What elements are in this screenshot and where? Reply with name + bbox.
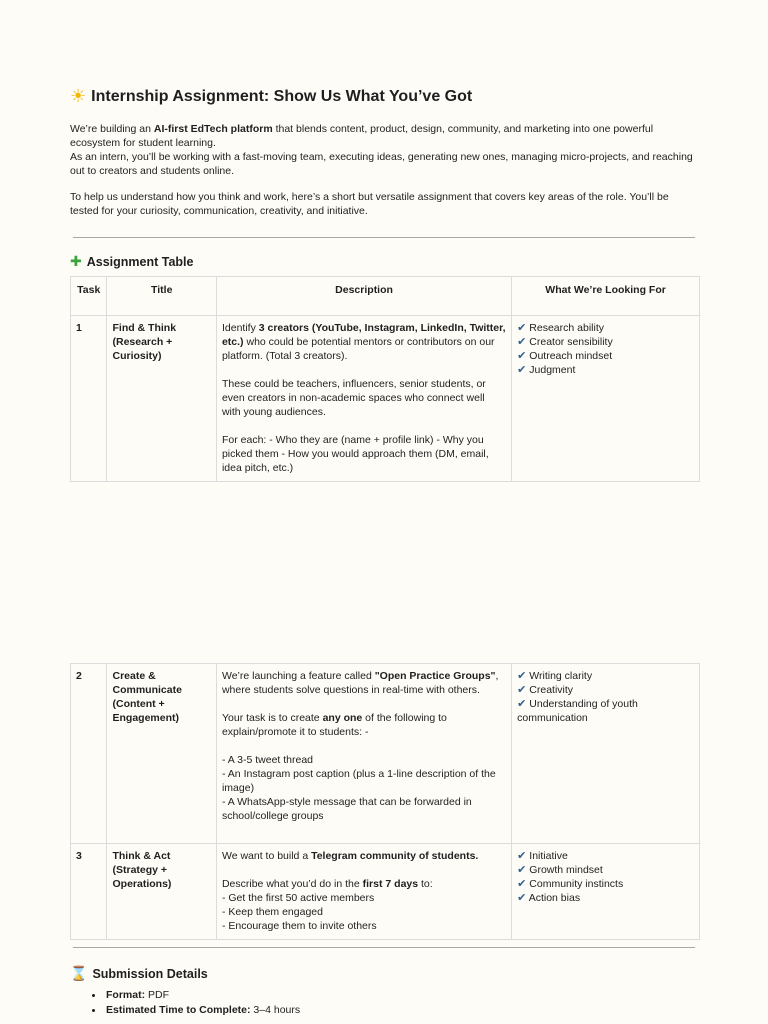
- looking-for-item: [517, 849, 694, 863]
- check-mark-icon: ✔: [517, 363, 527, 376]
- section-divider-1: [73, 237, 695, 238]
- desc-text: of the following to explain/promote it to students: -: [221, 712, 447, 738]
- submission-section: [70, 966, 300, 1018]
- description-paragraph: For each: - Who they are (name + profile link) - Why you picked them - How you would approach them (DM, email, idea pitch, etc.): [221, 434, 489, 474]
- desc-text: , where students solve questions in real-time with others.: [221, 670, 499, 696]
- list-item: [104, 988, 300, 1003]
- desc-text: to:: [418, 878, 433, 890]
- check-mark-icon: ✔: [517, 669, 527, 682]
- column-header-title: Title: [107, 277, 216, 316]
- task-title: Think & Act (Strategy + Operations): [107, 844, 216, 940]
- submission-value: PDF: [145, 989, 170, 1001]
- looking-for-text: Research ability: [529, 322, 604, 334]
- desc-text: Your task is to create: [221, 712, 323, 724]
- task-title: Find & Think (Research + Curiosity): [107, 316, 216, 482]
- desc-text: We want to build a: [221, 850, 312, 862]
- document-page: [70, 86, 700, 1016]
- submission-label: Format:: [106, 989, 146, 1001]
- intro-paragraph-3: To help us understand how you think and work, here’s a short but versatile assignment that covers key areas of the role. You’ll be tested for your curiosity, communication, creativity, and initiative.: [70, 191, 669, 217]
- desc-bold-text: "Open Practice Groups": [374, 670, 496, 682]
- description-paragraph: [222, 321, 506, 363]
- column-header-description: Description: [216, 277, 511, 316]
- description-list-item: - Encourage them to invite others: [221, 920, 377, 932]
- submission-list: [70, 988, 300, 1018]
- submission-heading-text: Submission Details: [92, 967, 208, 981]
- desc-text: who could be potential mentors or contributors on our platform. (Total 3 creators).: [221, 336, 495, 362]
- check-mark-icon: ✔: [517, 891, 527, 904]
- looking-for-text: Initiative: [529, 850, 568, 862]
- puzzle-icon: ✚: [70, 254, 82, 270]
- description-list-item: - A WhatsApp-style message that can be forwarded in school/college groups: [221, 796, 472, 822]
- column-header-looking-for: What We’re Looking For: [512, 277, 700, 316]
- looking-for-text: Action bias: [528, 892, 581, 904]
- description-paragraph: These could be teachers, influencers, senior students, or even creators in non-academic spaces who connect well with young audiences.: [221, 378, 486, 418]
- hourglass-icon: ⌛: [70, 966, 88, 982]
- check-mark-icon: ✔: [517, 849, 527, 862]
- description-list-item: - An Instagram post caption (plus a 1-line description of the image): [221, 768, 496, 794]
- check-mark-icon: ✔: [517, 321, 527, 334]
- column-header-task: Task: [71, 277, 107, 316]
- check-mark-icon: ✔: [517, 335, 527, 348]
- description-paragraph: [222, 849, 506, 863]
- submission-heading: [70, 966, 300, 982]
- table-row: [71, 844, 700, 940]
- description-list-item: - Get the first 50 active members: [221, 892, 375, 904]
- desc-text: Identify: [221, 322, 259, 334]
- looking-for-item: [517, 321, 694, 335]
- assignment-table-part-1: [70, 276, 700, 482]
- assignment-table-part-2: [70, 663, 700, 940]
- page-title: [70, 86, 700, 108]
- check-mark-icon: ✔: [517, 697, 527, 710]
- description-list-item: - Keep them engaged: [221, 906, 323, 918]
- intro-p1-bold: AI-first EdTech platform: [153, 123, 273, 135]
- looking-for-item: [517, 669, 694, 683]
- looking-for-item: [517, 697, 694, 725]
- check-mark-icon: ✔: [517, 863, 527, 876]
- task-title: Create & Communicate (Content + Engagement): [107, 664, 216, 844]
- looking-for-text: Outreach mindset: [529, 350, 613, 362]
- desc-text: We’re launching a feature called: [221, 670, 375, 682]
- description-paragraph: [222, 669, 506, 697]
- looking-for-item: [517, 891, 694, 905]
- intro-paragraph-1: [70, 122, 700, 150]
- looking-for-cell: [512, 664, 700, 844]
- table-row: [71, 664, 700, 844]
- desc-bold-text: first 7 days: [362, 878, 419, 890]
- looking-for-text: Growth mindset: [529, 864, 603, 876]
- table-row: [71, 316, 700, 482]
- submission-value: 3–4 hours: [250, 1004, 301, 1016]
- table-header-row: [71, 277, 700, 316]
- looking-for-item: [517, 877, 694, 891]
- task-number: 3: [71, 844, 107, 940]
- looking-for-cell: [512, 316, 700, 482]
- section-divider-2: [73, 947, 695, 948]
- sun-icon: ☀: [70, 86, 87, 107]
- description-list-item: - A 3-5 tweet thread: [221, 754, 314, 766]
- intro-p1-pre: We’re building an: [70, 123, 154, 135]
- list-item: [104, 1003, 300, 1018]
- desc-bold-text: Telegram community of students.: [311, 850, 479, 862]
- page-title-text: Internship Assignment: Show Us What You’ve Got: [91, 88, 473, 105]
- looking-for-item: [517, 683, 694, 697]
- looking-for-text: Community instincts: [529, 878, 624, 890]
- task-number: 1: [71, 316, 107, 482]
- task-number: 2: [71, 664, 107, 844]
- check-mark-icon: ✔: [517, 349, 527, 362]
- desc-bold-text: 3 creators (YouTube, Instagram, LinkedIn, Twitter, etc.): [221, 322, 506, 348]
- looking-for-text: Judgment: [529, 364, 576, 376]
- assignment-table-heading: [70, 254, 193, 270]
- looking-for-item: [517, 335, 694, 349]
- looking-for-text: Creativity: [529, 684, 574, 696]
- intro-paragraph-2: As an intern, you’ll be working with a fast-moving team, executing ideas, generating new ones, managing micro-projects, and reaching out to creators and students online.: [70, 151, 693, 177]
- looking-for-item: [517, 863, 694, 877]
- assignment-heading-text: Assignment Table: [86, 255, 194, 269]
- task-description: [216, 316, 511, 482]
- task-description: [216, 844, 511, 940]
- looking-for-text: Writing clarity: [529, 670, 593, 682]
- description-list: [222, 753, 506, 823]
- description-paragraph: [222, 877, 506, 933]
- task-description: [216, 664, 511, 844]
- intro-p1-post: that blends content, product, design, community, and marketing into one powerful ecosystem for student learning.: [70, 123, 654, 149]
- desc-bold-text: any one: [322, 712, 363, 724]
- description-paragraph: [222, 711, 506, 739]
- check-mark-icon: ✔: [517, 877, 527, 890]
- looking-for-text: Understanding of youth communication: [517, 698, 638, 724]
- submission-label: Estimated Time to Complete:: [106, 1004, 251, 1016]
- looking-for-item: [517, 363, 694, 377]
- check-mark-icon: ✔: [517, 683, 527, 696]
- looking-for-text: Creator sensibility: [529, 336, 613, 348]
- looking-for-item: [517, 349, 694, 363]
- desc-text: Describe what you’d do in the: [221, 878, 363, 890]
- looking-for-cell: [512, 844, 700, 940]
